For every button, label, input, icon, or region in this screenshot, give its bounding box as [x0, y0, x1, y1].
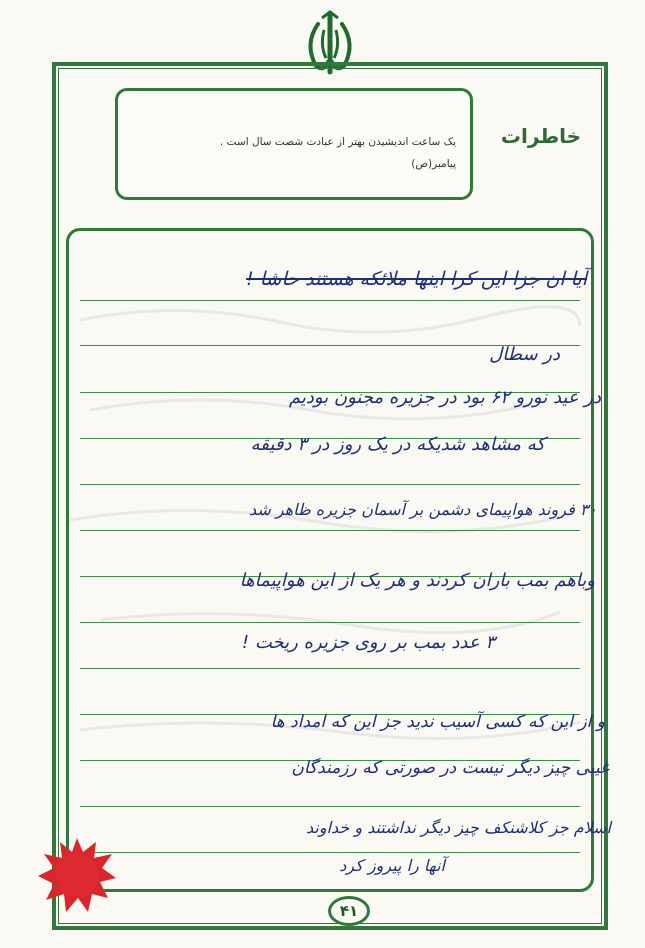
section-title: خاطرات	[500, 124, 582, 148]
ruled-line	[80, 484, 580, 485]
handwritten-line: در سطال	[489, 344, 560, 365]
page-number: ۴۱	[328, 896, 370, 926]
handwritten-line: ۳ عدد بمب بر روی جزیره ریخت !	[241, 632, 495, 653]
handwritten-line: در عید نورو ۶۲ بود در جزیره مجنون بودیم	[288, 387, 601, 408]
quote-text-block	[136, 131, 456, 175]
ruled-line	[80, 530, 580, 531]
handwritten-line: آنها را پیروز کرد	[339, 856, 445, 875]
red-ink-stain	[34, 832, 120, 918]
handwritten-line: ۳۰ فروند هواپیمای دشمن بر آسمان جزیره ظاهر شد	[248, 500, 597, 519]
ruled-line	[80, 300, 580, 301]
quote-box	[115, 88, 473, 200]
ruled-line	[80, 852, 580, 853]
quote-source: پیامبر(ص)	[411, 158, 456, 170]
handwritten-line: آیا ان جزا این کرا اینها ملائکه هستند حاشا !	[246, 268, 587, 290]
handwritten-line: غیبی چیز دیگر نیست در صورتی که رزمندگان	[291, 758, 609, 778]
quote-text: یک ساعت اندیشیدن بهتر از عبادت شصت سال است .	[219, 136, 456, 148]
handwritten-line: وباهم بمب باران کردند و هر یک از این هواپیماها	[239, 570, 595, 591]
ruled-line	[80, 806, 580, 807]
ruled-line	[80, 668, 580, 669]
ruled-line	[80, 622, 580, 623]
handwritten-line: که مشاهد شدیکه در یک روز در ۳ دقیقه	[250, 434, 545, 455]
writing-area	[66, 228, 594, 892]
handwritten-line: و از این که کسی آسیب ندید جز این که امداد ها	[270, 712, 605, 732]
handwritten-line: اسلام جز کلاشنکف چیز دیگر نداشتند و خداوند	[305, 818, 611, 837]
